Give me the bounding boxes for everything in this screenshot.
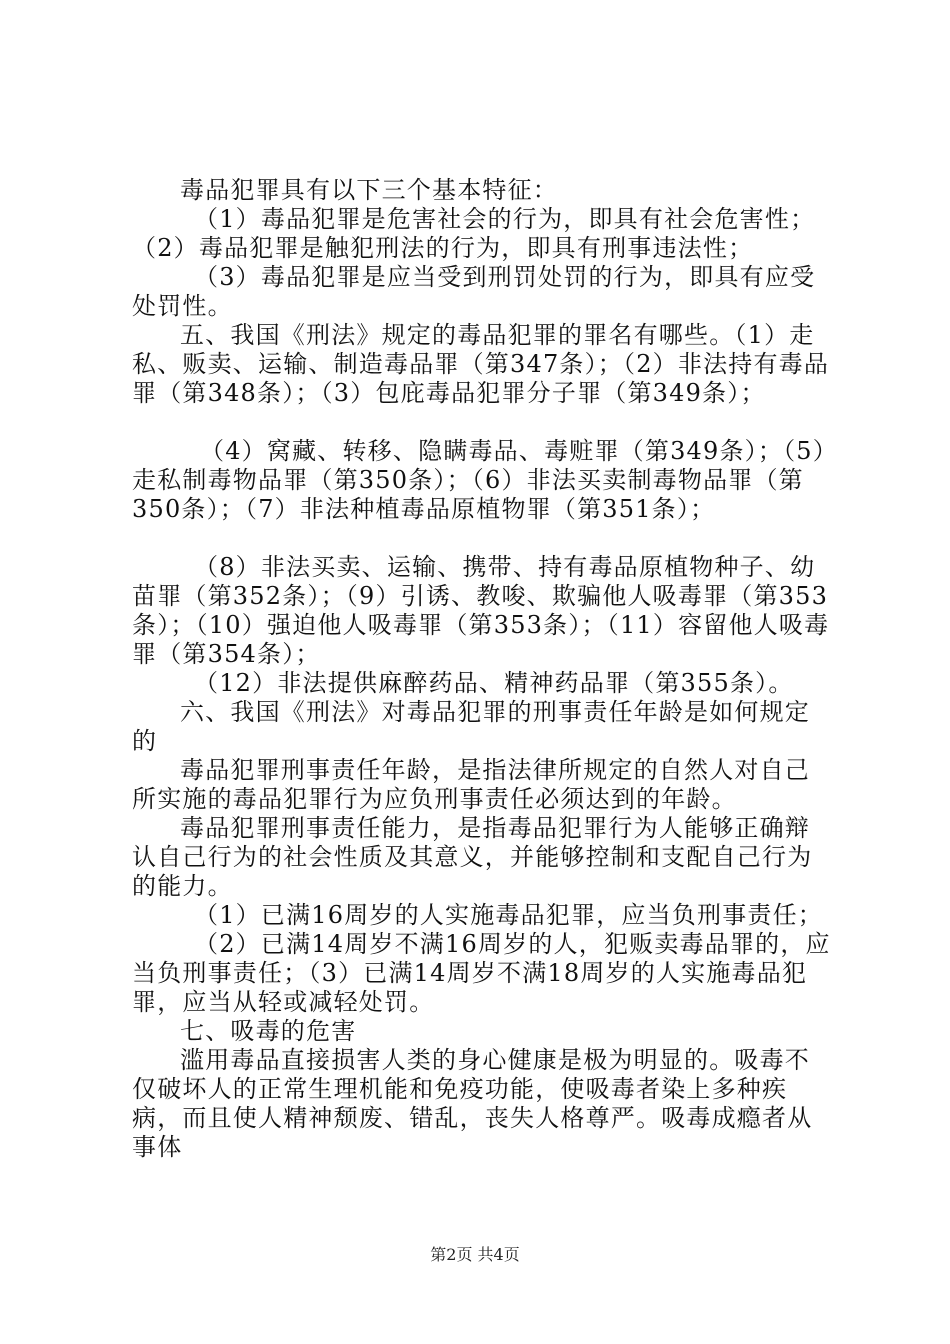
paragraph: 毒品犯罪刑事责任年龄，是指法律所规定的自然人对自己所实施的毒品犯罪行为应负刑事责任必须达到的年龄。 — [132, 756, 810, 813]
section-heading-7: 七、吸毒的危害 — [180, 1017, 357, 1045]
paragraph: （4）窝藏、转移、隐瞒毒品、毒赃罪（第349条）；（5）走私制毒物品罪（第350条）；（6）非法买卖制毒物品罪（第350条）；（7）非法种植毒品原植物罪（第351条）； — [132, 437, 826, 523]
paragraph: （1）毒品犯罪是危害社会的行为，即具有社会危害性；（2）毒品犯罪是触犯刑法的行为，即具有刑事违法性； — [132, 205, 816, 262]
paragraph: 滥用毒品直接损害人类的身心健康是极为明显的。吸毒不仅破坏人的正常生理机能和免疫功能，使吸毒者染上多种疾病，而且使人精神颓废、错乱，丧失人格尊严。吸毒成瘾者从事体 — [132, 1046, 813, 1161]
paragraph: （1）已满16周岁的人实施毒品犯罪，应当负刑事责任； — [194, 901, 824, 929]
paragraph: （12）非法提供麻醉药品、精神药品罪（第355条）。 — [194, 669, 794, 697]
paragraph: （2）已满14周岁不满16周岁的人，犯贩卖毒品罪的，应当负刑事责任；（3）已满14周岁不满18周岁的人实施毒品犯罪，应当从轻或减轻处罚。 — [132, 930, 831, 1016]
paragraph: 毒品犯罪刑事责任能力，是指毒品犯罪行为人能够正确辩认自己行为的社会性质及其意义，并能够控制和支配自己行为的能力。 — [132, 814, 813, 900]
section-heading-5: 五、我国《刑法》规定的毒品犯罪的罪名有哪些。（1）走私、贩卖、运输、制造毒品罪（第347条）；（2）非法持有毒品罪（第348条）；（3）包庇毒品犯罪分子罪（第349条）； — [132, 321, 830, 407]
paragraph: 毒品犯罪具有以下三个基本特征： — [180, 176, 558, 204]
blank-line — [132, 408, 832, 437]
document-body — [132, 176, 832, 1162]
section-heading-6: 六、我国《刑法》对毒品犯罪的刑事责任年龄是如何规定的 — [132, 698, 810, 755]
page-footer: 第2页 共4页 — [430, 1245, 520, 1264]
blank-line — [132, 524, 832, 553]
paragraph: （8）非法买卖、运输、携带、持有毒品原植物种子、幼苗罪（第352条）；（9）引诱、教唆、欺骗他人吸毒罪（第353条）；（10）强迫他人吸毒罪（第353条）；（11）容留他人吸毒罪（第354条）； — [132, 553, 830, 668]
paragraph: （3）毒品犯罪是应当受到刑罚处罚的行为，即具有应受处罚性。 — [132, 263, 816, 320]
